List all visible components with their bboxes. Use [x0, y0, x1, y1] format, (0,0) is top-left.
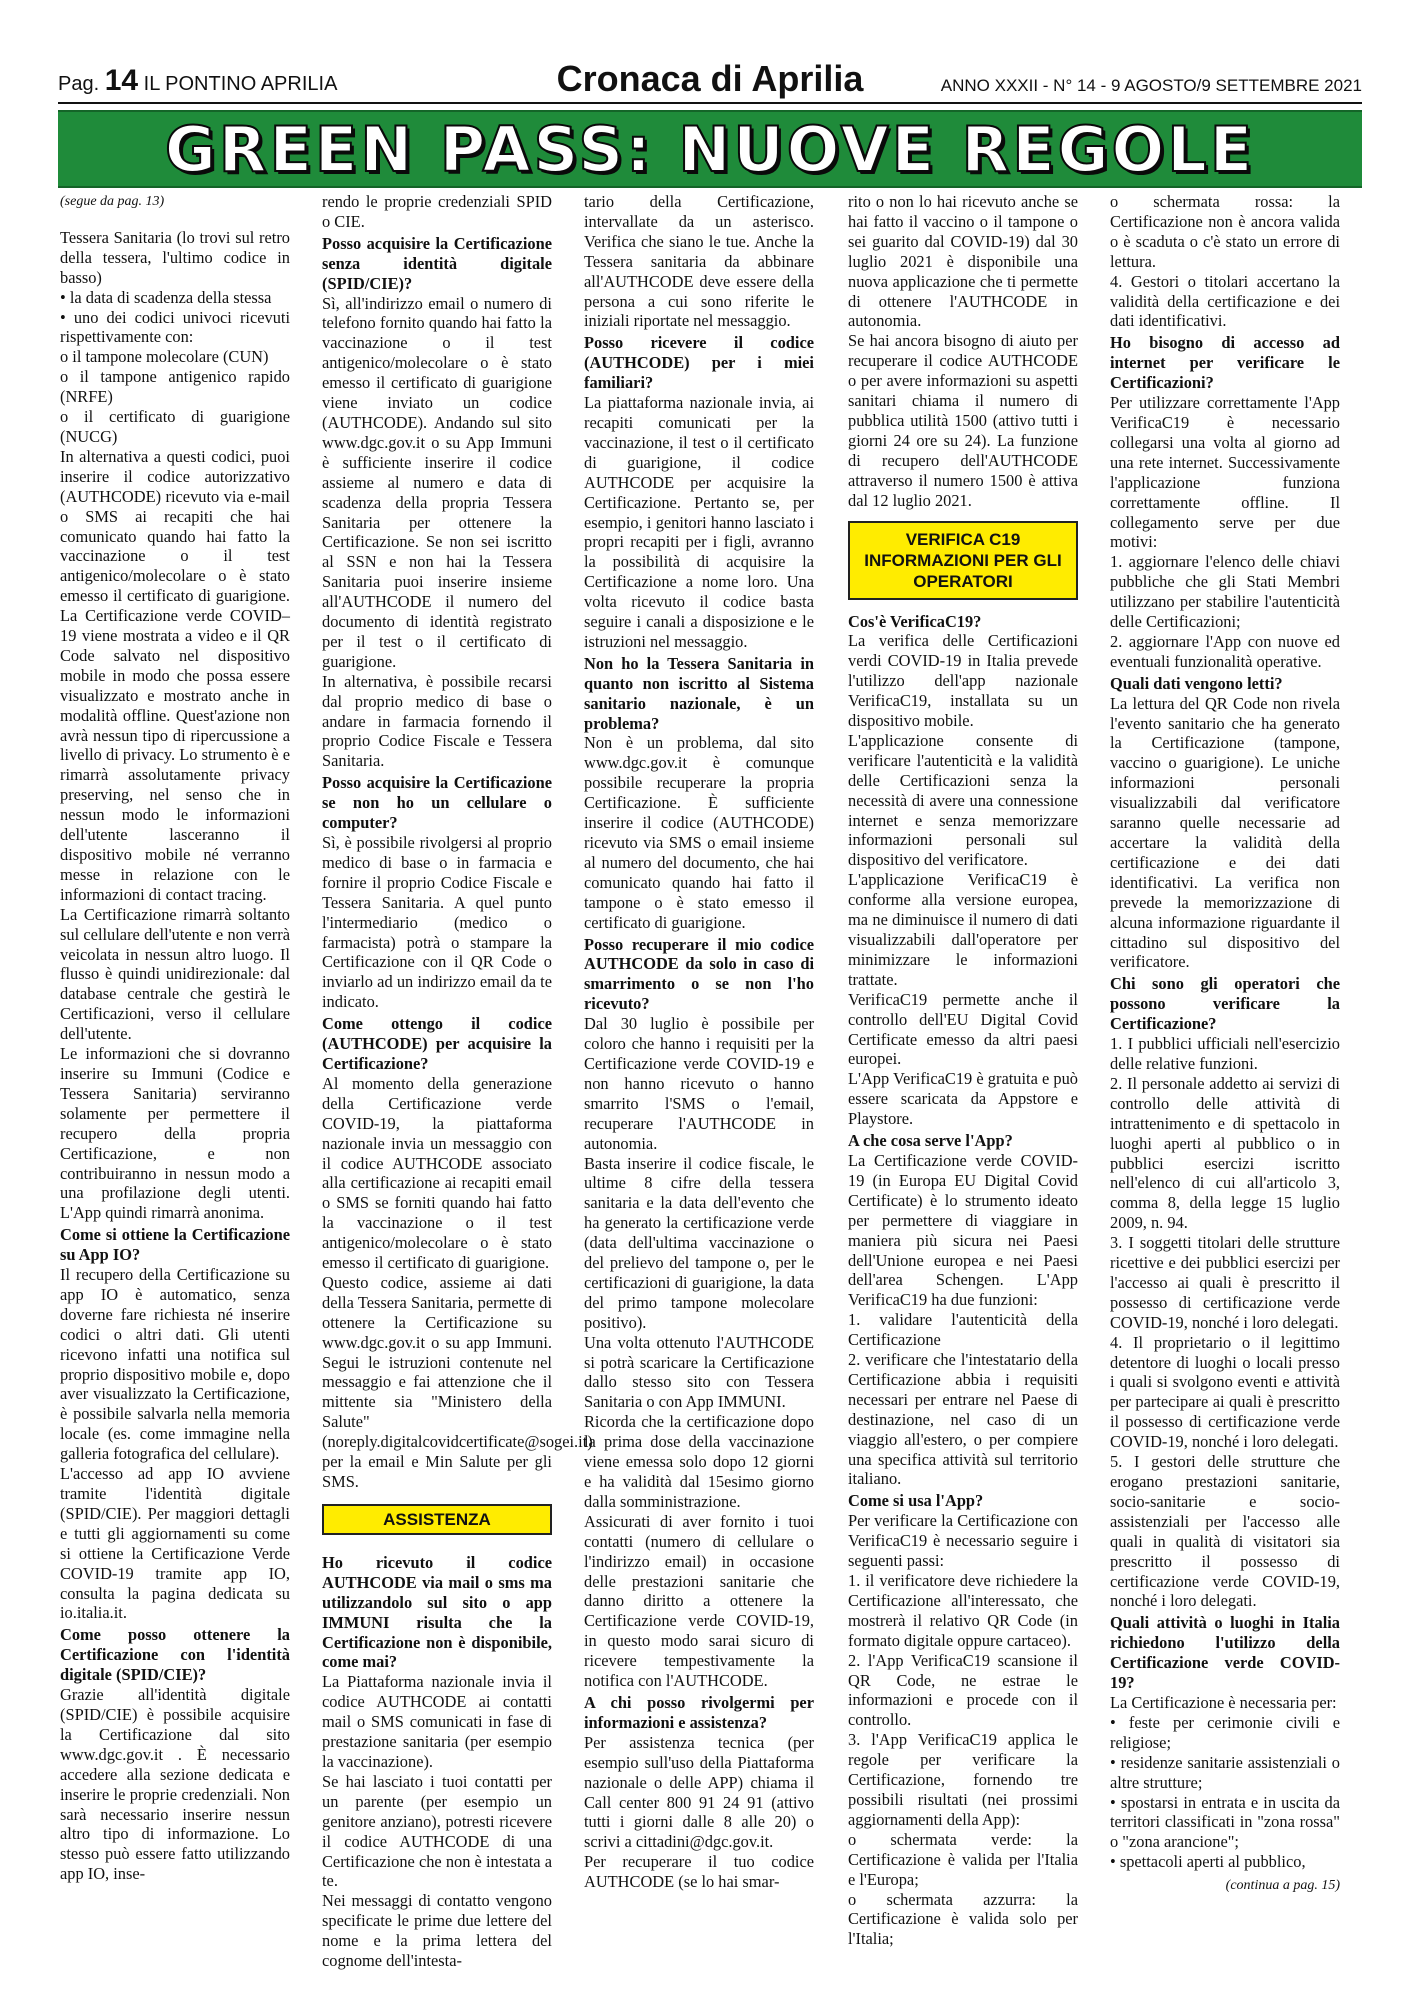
paragraph: Per utilizzare correttamente l'App VerificaC19 è necessario collegarsi una volta al giorno ad una rete internet. Successivamente l'applicazione funziona correttamente offline. Il collegamento serve per due motivi: — [1110, 393, 1340, 552]
question-heading: Posso recuperare il mio codice AUTHCODE da solo in caso di smarrimento o se non l'ho ricevuto? — [584, 934, 814, 1014]
page-prefix: Pag. — [58, 73, 100, 95]
list-item: o schermata azzurra: la Certificazione è valida solo per l'Italia; — [848, 1889, 1078, 1949]
question-heading: Non ho la Tessera Sanitaria in quanto non iscritto al Sistema sanitario nazionale, è un problema? — [584, 653, 814, 733]
paragraph: La Certificazione rimarrà soltanto sul cellulare dell'utente e non verrà veicolata in nessun altro luogo. Il flusso è quindi unidirezionale: dal database centrale che gestirà le Certificazioni, verso il cellulare dell'utente. — [60, 904, 290, 1044]
bullet: • uno dei codici univoci ricevuti rispettivamente con: — [60, 307, 290, 347]
list-item: 2. l'App VerificaC19 scansione il QR Code, ne estrae le informazioni e procede con il controllo. — [848, 1650, 1078, 1730]
list-item: 4. Gestori o titolari accertano la validità della certificazione e dei dati identificativi. — [1110, 271, 1340, 331]
bullet: • spettacoli aperti al pubblico, — [1110, 1852, 1306, 1872]
question-heading: Quali dati vengono letti? — [1110, 673, 1283, 693]
paragraph: VerificaC19 permette anche il controllo dell'EU Digital Covid Certificate emesso da altri paesi europei. — [848, 989, 1078, 1069]
paragraph: Per verificare la Certificazione con VerificaC19 è necessario seguire i seguenti passi: — [848, 1511, 1078, 1571]
headline: GREEN PASS: NUOVE REGOLE — [164, 112, 1256, 186]
paragraph: Sì, all'indirizzo email o numero di telefono fornito quando hai fatto la vaccinazione o il test antigenico/molecolare o è stato emesso il certificato di guarigione viene inviato un codice (AUTHCODE). Andando sul sito www.dgc.gov.it o su App Immuni è sufficiente inserire il codice assieme al numero e data di scadenza della propria Tessera Sanitaria per ottenere la Certificazione. Se non sei iscritto al SSN e non hai la Tessera Sanitaria puoi inserire insieme all'AUTHCODE il numero del documento di identità registrato per il test o il certificato di guarigione. — [322, 293, 552, 671]
column-5 — [1110, 192, 1340, 1896]
question-heading: Come ottengo il codice (AUTHCODE) per acquisire la Certificazione? — [322, 1014, 552, 1073]
paragraph: Se hai lasciato i tuoi contatti per un parente (per esempio un genitore anziano), potresti ricevere il codice AUTHCODE di una Certificazione che non è intestata a te. — [322, 1771, 552, 1891]
paragraph: L'accesso ad app IO avviene tramite l'identità digitale (SPID/CIE). Per maggiori dettagli e tutti gli aggiornamenti su come si ottiene la Certificazione Verde COVID-19 tramite app IO, consulta la pagina dedicata su io.italia.it. — [60, 1464, 290, 1623]
paragraph: Nei messaggi di contatto vengono specificate le prime due lettere del nome e la prima lettera del cognome dell'intesta- — [322, 1891, 552, 1971]
paragraph: Sì, è possibile rivolgersi al proprio medico di base o in farmacia e fornire il proprio Codice Fiscale e Tessera Sanitaria. A quel punto l'intermediario (medico o farmacista) potrà o stampare la Certificazione con il QR Code o inviarlo ad un indirizzo email da te indicato. — [322, 833, 552, 1012]
column-4 — [848, 192, 1078, 1949]
masthead — [58, 58, 1362, 104]
question-heading: A chi posso rivolgermi per informazioni e assistenza? — [584, 1692, 814, 1732]
paragraph: In alternativa a questi codici, puoi inserire il codice autorizzativo (AUTHCODE) ricevuto via e-mail o SMS ai recapiti che hai comunicato quando hai fatto la vaccinazione o il test antigenico/molecolare o è stato emesso il certificato di guarigione. La Certificazione verde COVID–19 viene mostrata a video e il QR Code salvato nel dispositivo mobile in modo che possa essere visualizzato e mostrato anche in modalità offline. Quest'azione non avrà nessun tipo di ripercussione a livello di privacy. Lo strumento è e rimarrà assolutamente privacy preserving, nel senso che in nessun modo le informazioni dell'utente lasceranno il dispositivo mobile né verranno messe in relazione con le informazioni di contact tracing. — [60, 446, 290, 904]
paragraph: L'applicazione consente di verificare l'autenticità e la validità delle Certificazioni senza la necessità di avere una connessione internet e senza memorizzare informazioni personali sul dispositivo del verificatore. — [848, 730, 1078, 870]
paragraph: Se hai ancora bisogno di aiuto per recuperare il codice AUTHCODE o per avere informazioni su aspetti sanitari chiama il numero di pubblica utilità 1500 (attivo tutti i giorni 24 ore su 24). La funzione di recupero dell'AUTHCODE attraverso il numero 1500 è attiva dal 12 luglio 2021. — [848, 331, 1078, 510]
bullet: • la data di scadenza della stessa — [60, 287, 272, 307]
paragraph: Per recuperare il tuo codice AUTHCODE (se lo hai smar- — [584, 1852, 814, 1892]
question-heading: Ho ricevuto il codice AUTHCODE via mail o sms ma utilizzandolo sul sito o app IMMUNI risulta che la Certificazione non è disponibile, come mai? — [322, 1552, 552, 1672]
bullet: • residenze sanitarie assistenziali o altre strutture; — [1110, 1752, 1340, 1792]
list-item: 1. validare l'autenticità della Certificazione — [848, 1310, 1078, 1350]
column-2 — [322, 192, 593, 1971]
question-heading: A che cosa serve l'App? — [848, 1131, 1013, 1151]
question-heading: Quali attività o luoghi in Italia richiedono l'utilizzo della Certificazione verde COVID-19? — [1110, 1613, 1340, 1693]
bullet: • spostarsi in entrata e in uscita da territori classificati in "zona rossa" o "zona arancione"; — [1110, 1792, 1340, 1852]
list-item: 3. I soggetti titolari delle strutture ricettive e dei pubblici esercizi per l'accesso ai quali è prescritto il possesso di certificazione verde COVID-19, nonché i loro delegati. — [1110, 1233, 1340, 1332]
paragraph: Questo codice, assieme ai dati della Tessera Sanitaria, permette di ottenere la Certificazione su www.dgc.gov.it o su app Immuni. Segui le istruzioni contenute nel messaggio e fai attenzione che il mittente sia "Ministero della Salute" (noreply.digitalcovidcertificate@sogei.it) per la email e Min Salute per gli SMS. — [322, 1272, 593, 1491]
verifica-label: VERIFICA C19 INFORMAZIONI PER GLI OPERATORI — [848, 521, 1078, 600]
paragraph: Basta inserire il codice fiscale, le ultime 8 cifre della tessera sanitaria e la data dell'evento che ha generato la certificazione verde (data dell'ultima vaccinazione o del prelievo del tampone o, per le certificazioni di guarigione, la data del primo tampone molecolare positivo). — [584, 1153, 814, 1332]
paragraph: La Certificazione verde COVID-19 (in Europa EU Digital Covid Certificate) è lo strumento ideato per permettere di viaggiare in maniera più sicura nei Paesi dell'Unione europea e nei Paesi dell'area Schengen. L'App VerificaC19 ha due funzioni: — [848, 1150, 1078, 1310]
paragraph: La Piattaforma nazionale invia il codice AUTHCODE ai contatti mail o SMS comunicati in fase di prestazione sanitaria (per esempio la vaccinazione). — [322, 1672, 552, 1771]
headline-banner — [58, 110, 1362, 188]
question-heading: Chi sono gli operatori che possono verificare la Certificazione? — [1110, 974, 1340, 1034]
question-heading: Cos'è VerificaC19? — [848, 611, 982, 631]
list-item: 3. l'App VerificaC19 applica le regole per verificare la Certificazione, fornendo tre possibili risultati (nei prossimi aggiornamenti della App): — [848, 1730, 1078, 1829]
question-heading: Come si usa l'App? — [848, 1491, 984, 1511]
question-heading: Come posso ottenere la Certificazione con l'identità digitale (SPID/CIE)? — [60, 1625, 290, 1685]
paragraph: La lettura del QR Code non rivela l'evento sanitario che ha generato la Certificazione (tampone, vaccino o guarigione). Le uniche informazioni personali visualizzabili dal verificatore saranno quelle necessarie ad accertare la validità della certificazione e dei dati identificativi. La verifica non prevede la memorizzazione di alcuna informazione riguardante il cittadino sul dispositivo del verificatore. — [1110, 693, 1340, 972]
list-item: o il certificato di guarigione (NUCG) — [60, 407, 290, 446]
paragraph: Assicurati di aver fornito i tuoi contatti (numero di cellulare o l'indirizzo email) in occasione delle prestazioni sanitarie che danno diritto a ottenere la Certificazione verde COVID-19, in questo modo sarai sicuro di ricevere tempestivamente la notifica con l'AUTHCODE. — [584, 1511, 814, 1691]
paragraph: La piattaforma nazionale invia, ai recapiti comunicati per la vaccinazione, il test o il certificato di guarigione, il codice AUTHCODE per acquisire la Certificazione. Pertanto se, per esempio, i genitori hanno lasciato i propri recapiti per i figli, avranno la possibilità di acquisire la Certificazione a nome loro. Una volta ricevuto il codice basta seguire i canali a disposizione e le istruzioni nel messaggio. — [584, 393, 814, 651]
continued-from: (segue da pag. 13) — [60, 194, 165, 209]
assistenza-label: ASSISTENZA — [322, 1504, 552, 1535]
question-heading: Posso ricevere il codice (AUTHCODE) per i miei familiari? — [584, 333, 814, 393]
paragraph: Non è un problema, dal sito www.dgc.gov.it è comunque possibile recuperare la propria Certificazione. È sufficiente inserire il codice (AUTHCODE) ricevuto via SMS o email insieme al numero del documento, che hai comunicato quando hai fatto il tampone o è stato emesso il certificato di guarigione. — [584, 733, 814, 932]
list-item: 1. I pubblici ufficiali nell'esercizio delle relative funzioni. — [1110, 1034, 1340, 1073]
continued-to: (continua a pag. 15) — [1225, 1878, 1340, 1894]
list-item: 1. aggiornare l'elenco delle chiavi pubbliche che gli Stati Membri utilizzano per stabilire l'autenticità delle Certificazioni; — [1110, 552, 1340, 632]
list-item: o il tampone molecolare (CUN) — [60, 347, 269, 367]
paragraph: Al momento della generazione della Certificazione verde COVID-19, la piattaforma nazionale invia un messaggio con il codice AUTHCODE associato alla certificazione ai recapiti email o SMS se forniti quando hai fatto la vaccinazione o il test antigenico/molecolare o è stato emesso il certificato di guarigione. — [322, 1073, 552, 1273]
paper-name: IL PONTINO APRILIA — [143, 73, 338, 95]
question-heading: Come si ottiene la Certificazione su App IO? — [60, 1225, 290, 1265]
paragraph: Tessera Sanitaria (lo trovi sul retro della tessera, l'ultimo codice in basso) — [60, 227, 290, 287]
paragraph: tario della Certificazione, intervallate da un asterisco. Verifica che siano le tue. Anche la Tessera sanitaria da abbinare all'AUTHCODE deve essere della persona a cui sono riferite le iniziali riportate nel messaggio. — [584, 192, 814, 331]
paragraph: Il recupero della Certificazione su app IO è automatico, senza doverne fare richiesta né inserire codici o altri dati. Gli utenti ricevono infatti una notifica sul proprio dispositivo mobile e, dopo aver visualizzato la Certificazione, è possibile salvarla nella memoria locale (es. come immagine nella galleria fotografica del cellulare). — [60, 1265, 290, 1464]
list-item: 5. I gestori delle strutture che erogano prestazioni sanitarie, socio-sanitarie e socio-assistenziali per l'accesso alle quali in qualità di visitatori sia prescritto il possesso di certificazione verde COVID-19, nonché i loro delegati. — [1110, 1452, 1340, 1611]
paragraph: rendo le proprie credenziali SPID o CIE. — [322, 192, 552, 231]
page-number: 14 — [104, 64, 139, 97]
issue-info: ANNO XXXII - N° 14 - 9 AGOSTO/9 SETTEMBRE 2021 — [940, 76, 1362, 95]
column-3 — [584, 192, 814, 1892]
paragraph: Per assistenza tecnica (per esempio sull'uso della Piattaforma nazionale o delle APP) chiama il Call center 800 91 24 91 (attivo tutti i giorni dalle 8 alle 20) o scrivi a cittadini@dgc.gov.it. — [584, 1732, 814, 1852]
paragraph: La verifica delle Certificazioni verdi COVID-19 in Italia prevede l'utilizzo dell'app nazionale VerificaC19, installata su un dispositivo mobile. — [848, 631, 1078, 731]
paragraph: rito o non lo hai ricevuto anche se hai fatto il vaccino o il tampone o sei guarito dal COVID-19) dal 30 luglio 2021 è disponibile una nuova applicazione che ti permette di ottenere l'AUTHCODE in autonomia. — [848, 192, 1078, 331]
list-item: 2. verificare che l'intestatario della Certificazione abbia i requisiti necessari per entrare nel Paese di destinazione, nel caso di un viaggio all'estero, o per compiere una specifica attività sul territorio italiano. — [848, 1350, 1078, 1489]
question-heading: Ho bisogno di accesso ad internet per verificare le Certificazioni? — [1110, 333, 1340, 393]
paragraph: Grazie all'identità digitale (SPID/CIE) è possibile acquisire la Certificazione dal sito www.dgc.gov.it . È necessario accedere alla sezione dedicata e inserire le proprie credenziali. Non sarà necessario inserire nessun altro tipo di informazione. Lo stesso può essere fatto utilizzando app IO, inse- — [60, 1685, 290, 1884]
column-1 — [60, 192, 290, 1884]
question-heading: Posso acquisire la Certificazione senza identità digitale (SPID/CIE)? — [322, 233, 552, 293]
paragraph: L'App VerificaC19 è gratuita e può essere scaricata da Appstore e Playstore. — [848, 1069, 1078, 1129]
list-item: o il tampone antigenico rapido (NRFE) — [60, 367, 290, 407]
paragraph: Una volta ottenuto l'AUTHCODE si potrà scaricare la Certificazione dallo stesso sito con Tessera Sanitaria o con App IMMUNI. — [584, 1332, 814, 1412]
paragraph: La Certificazione è necessaria per: — [1110, 1692, 1337, 1712]
paragraph: L'applicazione VerificaC19 è conforme alla versione europea, ma ne diminuisce il numero di dati visualizzabili dall'operatore per minimizzare le informazioni trattate. — [848, 870, 1078, 989]
paragraph: Dal 30 luglio è possibile per coloro che hanno i requisiti per la Certificazione verde COVID-19 e non hanno ricevuto o hanno smarrito l'SMS o l'email, recuperare l'AUTHCODE in autonomia. — [584, 1014, 814, 1153]
list-item: 1. il verificatore deve richiedere la Certificazione all'interessato, che mostrerà il relativo QR Code (in formato digitale oppure cartaceo). — [848, 1571, 1078, 1650]
paragraph: In alternativa, è possibile recarsi dal proprio medico di base o andare in farmacia fornendo il proprio Codice Fiscale e Tessera Sanitaria. — [322, 671, 552, 771]
paragraph: Ricorda che la certificazione dopo la prima dose della vaccinazione viene emessa solo dopo 12 giorni e ha validità dal 15esimo giorno dalla somministrazione. — [584, 1412, 814, 1511]
paragraph: Le informazioni che si dovranno inserire su Immuni (Codice e Tessera Sanitaria) serviranno solamente per permettere il recupero della propria Certificazione, e non contribuiranno in nessun modo a una profilazione degli utenti. L'App quindi rimarrà anonima. — [60, 1044, 290, 1223]
section-title: Cronaca di Aprilia — [556, 58, 864, 99]
list-item: o schermata rossa: la Certificazione non è ancora valida o è scaduta o c'è stato un errore di lettura. — [1110, 192, 1340, 271]
list-item: 4. Il proprietario o il legittimo detentore di luoghi o locali presso i quali si svolgono eventi e attività per partecipare ai quali è prescritto il possesso di certificazione verde COVID-19, nonché i loro delegati. — [1110, 1332, 1340, 1452]
list-item: o schermata verde: la Certificazione è valida per l'Italia e l'Europa; — [848, 1829, 1078, 1889]
list-item: 2. aggiornare l'App con nuove ed eventuali funzionalità operative. — [1110, 631, 1340, 671]
bullet: • feste per cerimonie civili e religiose; — [1110, 1712, 1340, 1752]
list-item: 2. Il personale addetto ai servizi di controllo delle attività di intrattenimento e di spettacolo in luoghi aperti al pubblico o in pubblici esercizi iscritto nell'elenco di cui all'articolo 3, comma 8, della legge 15 luglio 2009, n. 94. — [1110, 1073, 1340, 1233]
question-heading: Posso acquisire la Certificazione se non ho un cellulare o computer? — [322, 773, 552, 833]
